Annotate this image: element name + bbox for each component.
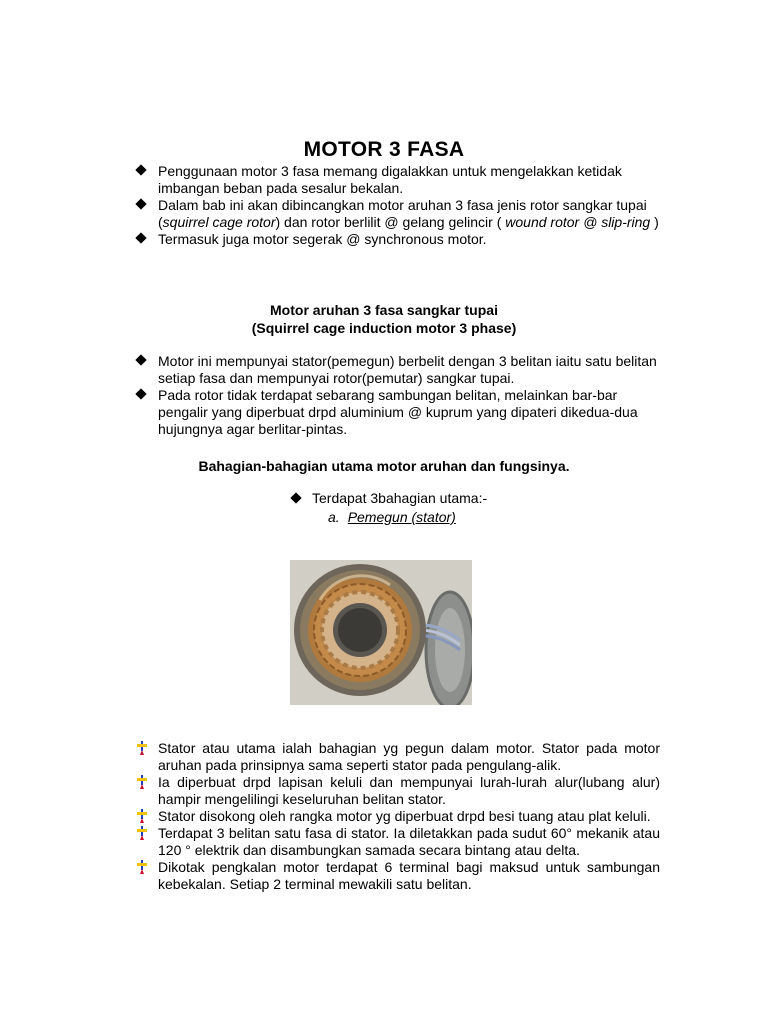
list-item <box>135 808 660 825</box>
pushpin-icon <box>135 740 149 756</box>
bullet-text: Termasuk juga motor segerak @ synchronous motor. <box>158 231 487 247</box>
bullet-text: Ia diperbuat drpd lapisan keluli dan mempunyai lurah-lurah alur(lubang alur) hampir mengelilingi keseluruhan belitan stator. <box>158 774 660 807</box>
sub-point-text: Pemegun (stator) <box>347 509 456 525</box>
pushpin-icon <box>135 808 149 824</box>
diamond-bullet-icon <box>135 354 146 365</box>
stator-bullet-list <box>135 740 660 893</box>
list-item <box>135 774 660 808</box>
diamond-bullet-icon <box>135 232 146 243</box>
parts-sub-point <box>328 509 456 525</box>
pushpin-icon <box>135 774 149 790</box>
stator-photo <box>290 560 472 705</box>
section-subheading-1: Motor aruhan 3 fasa sangkar tupai <box>270 302 498 318</box>
list-item <box>135 231 660 248</box>
diamond-bullet-icon <box>135 388 146 399</box>
bullet-text: Stator atau utama ialah bahagian yg pegun dalam motor. Stator pada motor aruhan pada prinsipnya sama seperti stator pada pengulang-alik. <box>158 740 660 773</box>
pushpin-icon <box>135 825 149 841</box>
diamond-bullet-icon <box>135 164 146 175</box>
bullet-text: Dikotak pengkalan motor terdapat 6 terminal bagi maksud untuk sambungan kebekalan. Setiap 2 terminal mewakili satu belitan. <box>158 859 660 892</box>
bullet-text: Stator disokong oleh rangka motor yg diperbuat drpd besi tuang atau plat keluli. <box>158 808 651 824</box>
list-item <box>135 387 660 438</box>
list-item <box>135 740 660 774</box>
list-item <box>135 197 660 231</box>
pushpin-icon <box>135 859 149 875</box>
squirrel-bullet-list <box>135 353 660 438</box>
page-title: MOTOR 3 FASA <box>303 138 465 161</box>
list-item <box>135 825 660 859</box>
bullet-text: Penggunaan motor 3 fasa memang digalakkan untuk mengelakkan ketidak imbangan beban pada sesalur bekalan. <box>158 163 622 196</box>
diamond-bullet-icon <box>135 198 146 209</box>
point-text: Terdapat 3bahagian utama:- <box>312 490 488 506</box>
bullet-text: ) dan rotor berlilit @ gelang gelincir ( <box>275 214 506 230</box>
parts-point <box>290 490 487 506</box>
parts-heading: Bahagian-bahagian utama motor aruhan dan fungsinya. <box>198 458 570 474</box>
bullet-italic-text: squirrel cage rotor <box>162 214 276 230</box>
bullet-text: ) <box>650 214 659 230</box>
bullet-text: Terdapat 3 belitan satu fasa di stator. Ia diletakkan pada sudut 60° mekanik atau 120 ° elektrik dan disambungkan samada secara bintang atau delta. <box>158 825 660 858</box>
intro-bullet-list <box>135 163 660 248</box>
list-item <box>135 353 660 387</box>
section-subheading-2: (Squirrel cage induction motor 3 phase) <box>251 320 517 336</box>
list-item <box>135 859 660 893</box>
bullet-text: Motor ini mempunyai stator(pemegun) berbelit dengan 3 belitan iaitu satu belitan setiap fasa dan mempunyai rotor(pemutar) sangkar tupai. <box>158 353 657 386</box>
sub-point-label: a. <box>328 509 340 525</box>
bullet-italic-text: wound rotor @ slip-ring <box>505 214 651 230</box>
bullet-text: Dalam bab ini akan dibincangkan motor aruhan 3 fasa jenis rotor sangkar tupai ( <box>158 197 647 230</box>
list-item <box>135 163 660 197</box>
diamond-bullet-icon <box>290 492 301 503</box>
bullet-text: Pada rotor tidak terdapat sebarang sambungan belitan, melainkan bar-bar pengalir yang diperbuat drpd aluminium @ kuprum yang dipateri dikedua-dua hujungnya agar berlitar-pintas. <box>158 387 638 437</box>
